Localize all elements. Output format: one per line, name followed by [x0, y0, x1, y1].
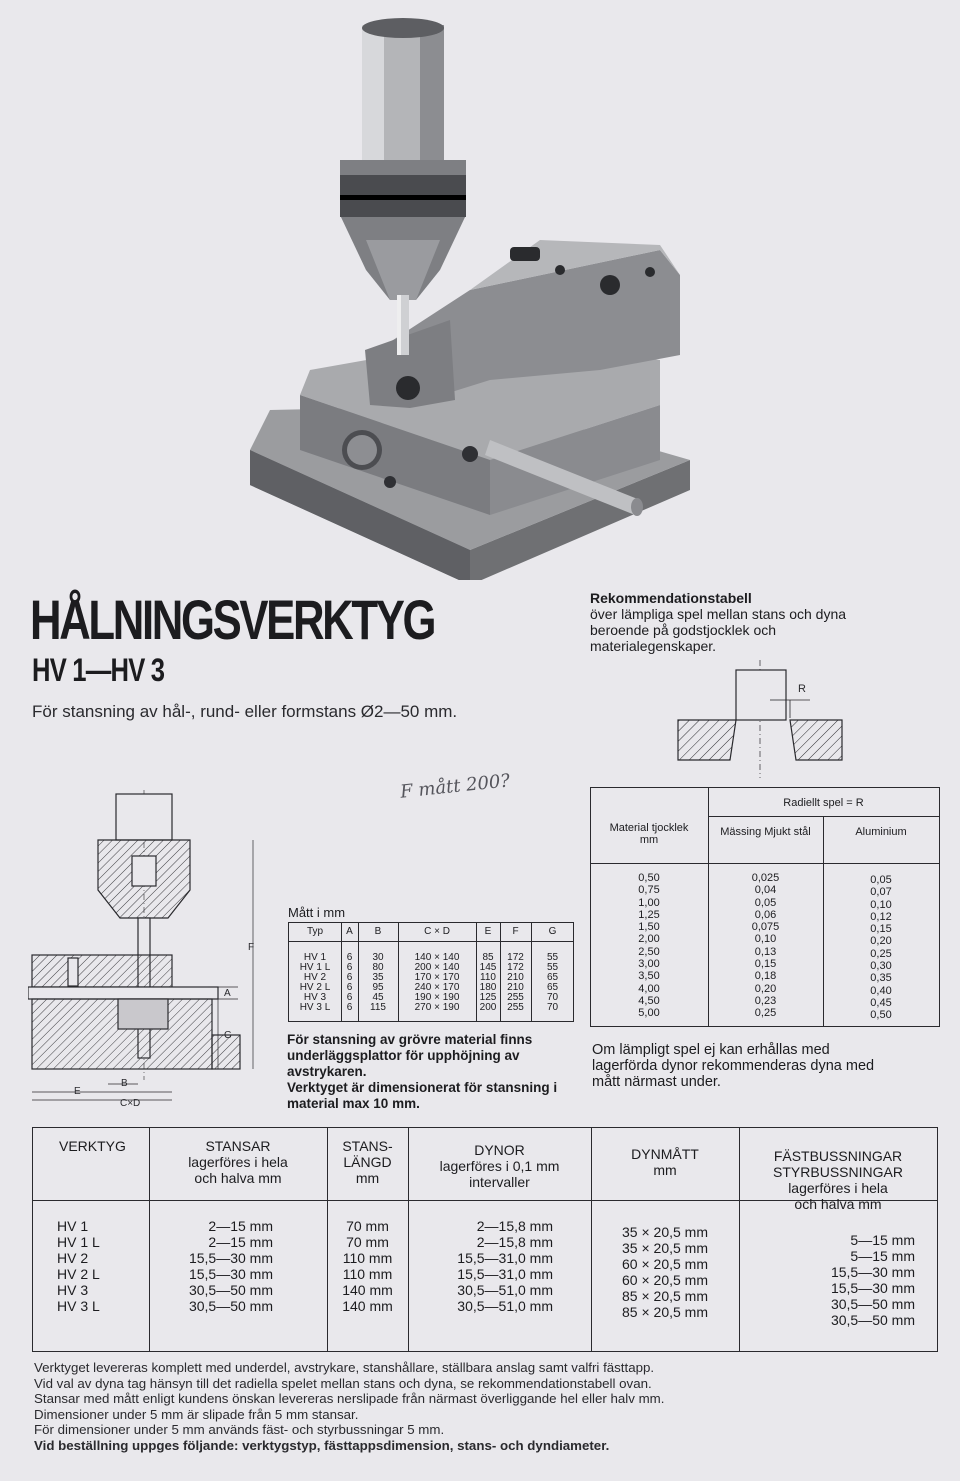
main-tool-table: [32, 1127, 938, 1352]
dim-b-values: 30 80 35 95 45 115: [370, 952, 386, 1013]
clearance-r-label: R: [798, 683, 806, 695]
main-header-langd: STANS- LÄNGD mm: [342, 1138, 393, 1186]
dim-header-a: A: [346, 926, 353, 937]
dim-label-f: F: [248, 942, 255, 953]
main-header-bussningar: FÄSTBUSSNINGAR STYRBUSSNINGAR lagerföres i hela och halva mm: [773, 1148, 903, 1212]
clearance-col-brass: Mässing Mjukt stål: [720, 826, 811, 838]
footer-line-3: Stansar med mått enligt kundens önskan levereras nerslipade från närmast överliggande hel eller halv mm.: [34, 1391, 665, 1406]
dim-cd-values: 140 × 140 200 × 140 170 × 170 240 × 170 190 × 190 270 × 190: [414, 952, 460, 1013]
dim-header-typ: Typ: [306, 926, 324, 937]
dimension-table: [288, 922, 574, 1022]
main-langd-values: 70 mm 70 mm 110 mm 110 mm 140 mm 140 mm: [342, 1218, 393, 1314]
section-drawing: [28, 780, 290, 1110]
dimension-caption: Mått i mm: [288, 905, 346, 920]
main-header-stansar: STANSAR lagerföres i hela och halva mm: [188, 1138, 288, 1186]
dim-g-values: 55 55 65 65 70 70: [546, 952, 559, 1013]
dim-header-e: E: [484, 926, 492, 937]
main-verktyg-values: HV 1 HV 1 L HV 2 HV 2 L HV 3 HV 3 L: [57, 1218, 100, 1314]
punch-tool-illustration: [240, 10, 700, 580]
footer-line-4: Dimensioner under 5 mm är slipade från 5 mm stansar.: [34, 1406, 359, 1422]
clearance-col-aluminium: Aluminium: [855, 826, 907, 838]
footer-notes: [34, 1360, 934, 1453]
dim-f-values: 172 172 210 210 255 255: [507, 952, 524, 1013]
clearance-col-thickness: Material tjocklek mm: [609, 822, 689, 847]
model-range: HV 1—HV 3: [32, 652, 165, 688]
main-dynor-values: 2—15,8 mm 2—15,8 mm 15,5—31,0 mm 15,5—31,0 mm 30,5—51,0 mm 30,5—51,0 mm: [457, 1218, 553, 1314]
footer-line-6: Vid beställning uppges följande: verktygstyp, fästtappsdimension, stans- och dyndiameter.: [34, 1437, 610, 1453]
recommendation-text: över lämpliga spel mellan stans och dyna beroende på godstjocklek och materialegenskaper.: [590, 606, 847, 654]
clearance-thickness-values: 0,50 0,75 1,00 1,25 1,50 2,00 2,50 3,00 3,50 4,00 4,50 5,00: [638, 872, 660, 1020]
main-dynmatt-values: 35 × 20,5 mm 35 × 20,5 mm 60 × 20,5 mm 60 × 20,5 mm 85 × 20,5 mm 85 × 20,5 mm: [622, 1224, 708, 1320]
dim-label-e: E: [74, 1086, 81, 1097]
main-header-dynor: DYNOR lagerföres i 0,1 mm intervaller: [439, 1142, 560, 1190]
dim-label-cxd: C×D: [120, 1098, 141, 1109]
clearance-table: [590, 787, 940, 1027]
dim-header-b: B: [374, 926, 382, 937]
clearance-diagram: [670, 660, 850, 780]
recommendation-heading: [590, 590, 860, 654]
clearance-aluminium-values: 0,05 0,07 0,10 0,12 0,15 0,20 0,25 0,30 0,35 0,40 0,45 0,50: [870, 874, 892, 1022]
footer-line-1: Verktyget levereras komplett med underdel, avstrykare, stanshållare, ställbara anslag samt valfri fästtapp.: [34, 1360, 655, 1375]
main-bussningar-values: 5—15 mm 5—15 mm 15,5—30 mm 15,5—30 mm 30,5—50 mm 30,5—50 mm: [830, 1232, 915, 1328]
footer-line-2: Vid val av dyna tag hänsyn till det radiella spelet mellan stans och dyna, se rekommendationstabell ovan.: [34, 1375, 652, 1391]
main-header-dynmatt: DYNMÅTT mm: [631, 1146, 699, 1178]
dim-header-g: G: [548, 926, 557, 937]
main-header-verktyg: VERKTYG: [59, 1138, 126, 1154]
clearance-brass-values: 0,025 0,04 0,05 0,06 0,075 0,10 0,13 0,15 0,18 0,20 0,23 0,25: [751, 872, 780, 1020]
dim-header-f: F: [512, 926, 519, 937]
dim-typ-values: HV 1 HV 1 L HV 2 HV 2 L HV 3 HV 3 L: [299, 952, 331, 1013]
dim-header-cd: C × D: [424, 926, 450, 937]
dim-a-values: 6 6 6 6 6 6: [346, 952, 353, 1013]
handwritten-note: F mått 200?: [399, 770, 512, 803]
main-stansar-values: 2—15 mm 2—15 mm 15,5—30 mm 15,5—30 mm 30,5—50 mm 30,5—50 mm: [188, 1218, 273, 1314]
dim-label-a: A: [224, 988, 231, 999]
page-title: HÅLNINGSVERKTYG: [30, 588, 435, 651]
clearance-group-header: Radiellt spel = R: [783, 797, 864, 809]
footer-line-5: För dimensioner under 5 mm används fäst- och styrbussningar 5 mm.: [34, 1422, 445, 1437]
dim-label-b: B: [121, 1078, 128, 1089]
dim-e-values: 85 145 110 180 125 200: [479, 952, 497, 1013]
dimension-note: För stansning av grövre material finns underläggsplattor för upphöjning av avstrykaren. Verktyget är dimensionerat för stansning i material max 10 mm.: [287, 1032, 558, 1111]
clearance-note: Om lämpligt spel ej kan erhållas med lagerförda dynor rekommenderas dyna med mått närmast under.: [592, 1042, 875, 1090]
recommendation-title: Rekommendationstabell: [590, 590, 752, 606]
intro-text: För stansning av hål-, rund- eller formstans Ø2—50 mm.: [32, 702, 458, 721]
dim-label-g: G: [224, 1030, 232, 1041]
